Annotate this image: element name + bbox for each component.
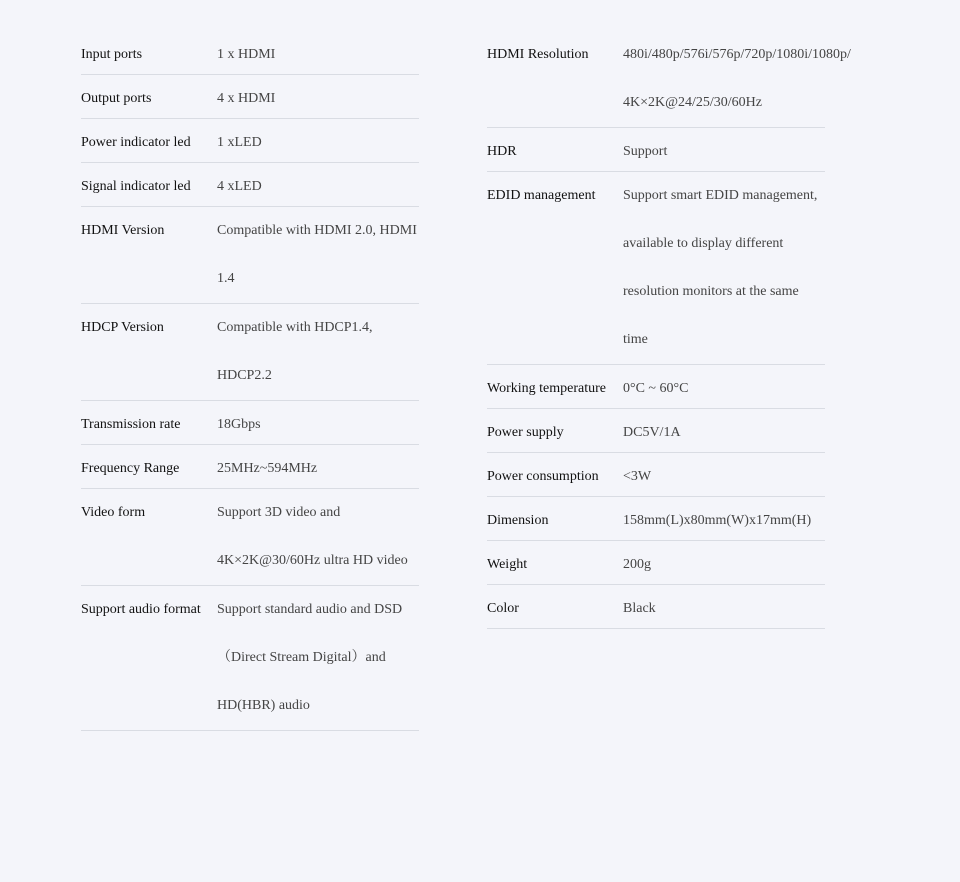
spec-value [217,489,425,585]
spec-value-line: Compatible with HDMI 2.0, HDMI [217,223,417,238]
spec-value [217,45,425,65]
spec-label: Video form [81,505,146,520]
spec-value-line: 200g [623,557,651,572]
spec-row-dimension [487,497,825,541]
spec-value [623,423,855,443]
spec-value-line: Support [623,144,668,159]
spec-table-right [487,31,851,629]
spec-value-line: available to display different [623,236,784,251]
spec-value-line: 0°C ~ 60°C [623,381,689,396]
spec-label: EDID management [487,188,596,203]
spec-label: Working temperature [487,381,606,396]
spec-value-line: 4K×2K@24/25/30/60Hz [623,95,763,110]
spec-row-hdr [487,128,825,172]
spec-table-left [81,31,419,731]
spec-value-line: 4 xLED [217,179,262,194]
spec-value [217,415,425,435]
spec-label: Color [487,601,519,616]
spec-label: Weight [487,557,528,572]
spec-value [623,31,855,127]
spec-value [623,599,855,619]
spec-value-line: time [623,332,648,347]
spec-value [623,555,855,575]
spec-row-power-indicator-led [81,119,419,163]
spec-row-hdmi-resolution [487,31,851,128]
spec-label: HDR [487,144,517,159]
spec-value-line: 4K×2K@30/60Hz ultra HD video [217,553,408,568]
spec-row-input-ports [81,31,419,75]
spec-label: Dimension [487,513,549,528]
spec-label: Power supply [487,425,564,440]
spec-label: HDMI Resolution [487,47,589,62]
spec-label: Signal indicator led [81,179,191,194]
spec-label: Transmission rate [81,417,181,432]
spec-value-line: Black [623,601,656,616]
spec-value-line: Support 3D video and [217,505,341,520]
spec-value-line: HDCP2.2 [217,368,272,383]
spec-row-color [487,585,825,629]
spec-value [623,142,855,162]
spec-row-edid-management [487,172,825,365]
spec-label: Frequency Range [81,461,180,476]
spec-row-video-form [81,489,419,586]
spec-label: Input ports [81,47,143,62]
spec-value-line: Support standard audio and DSD [217,602,403,617]
spec-value [623,467,855,487]
spec-row-signal-indicator-led [81,163,419,207]
spec-value [623,511,855,531]
spec-value-line: （Direct Stream Digital）and [217,650,386,665]
spec-row-hdmi-version [81,207,419,304]
spec-value [217,89,425,109]
spec-value-line: HD(HBR) audio [217,698,310,713]
spec-label: HDCP Version [81,320,164,335]
spec-value [217,459,425,479]
spec-row-working-temperature [487,365,825,409]
spec-label: Power indicator led [81,135,191,150]
spec-value-line: 18Gbps [217,417,261,432]
spec-label: Support audio format [81,602,201,617]
spec-row-power-supply [487,409,825,453]
spec-value-line: 4 x HDMI [217,91,276,106]
spec-row-output-ports [81,75,419,119]
spec-row-weight [487,541,825,585]
spec-label: Output ports [81,91,152,106]
spec-value [217,133,425,153]
spec-value-line: 158mm(L)x80mm(W)x17mm(H) [623,513,812,528]
spec-label: HDMI Version [81,223,165,238]
spec-value-line: 1 x HDMI [217,47,276,62]
spec-label: Power consumption [487,469,599,484]
spec-value-line: 480i/480p/576i/576p/720p/1080i/1080p/ [623,47,851,62]
spec-value [217,177,425,197]
spec-value [217,207,425,303]
spec-value-line: 1 xLED [217,135,262,150]
spec-value-line: 25MHz~594MHz [217,461,318,476]
spec-row-transmission-rate [81,401,419,445]
spec-row-support-audio-format [81,586,419,731]
spec-value-line: DC5V/1A [623,425,681,440]
spec-value-line: resolution monitors at the same [623,284,799,299]
spec-value [623,379,855,399]
spec-row-hdcp-version [81,304,419,401]
spec-value-line: 1.4 [217,271,235,286]
spec-value-line: Compatible with HDCP1.4, [217,320,373,335]
spec-value-line: <3W [623,469,652,484]
spec-value [623,172,855,364]
spec-value-line: Support smart EDID management, [623,188,818,203]
spec-row-power-consumption [487,453,825,497]
spec-value [217,304,425,400]
spec-value [217,586,425,730]
spec-row-frequency-range [81,445,419,489]
